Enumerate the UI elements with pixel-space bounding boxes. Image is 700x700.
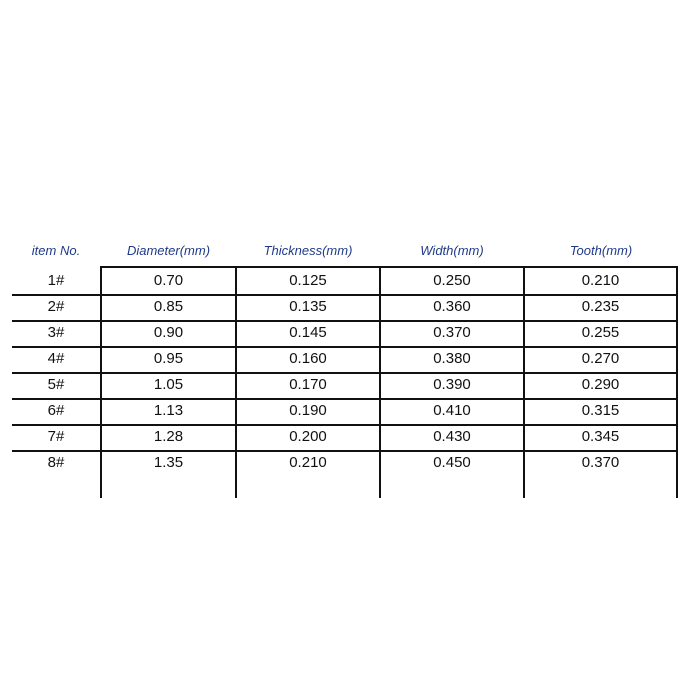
header-thickness: Thickness(mm) [263,243,353,258]
cell-tooth: 0.345 [581,428,620,445]
cell-width: 0.450 [433,454,471,471]
table-row [12,398,678,424]
cell-width: 0.390 [433,376,471,393]
cell-item-no: 8# [47,454,65,471]
cell-tooth: 0.370 [581,454,620,471]
cell-thickness: 0.200 [289,428,327,445]
cell-tooth: 0.235 [581,298,620,315]
cell-item-no: 5# [47,376,65,393]
cell-diameter: 1.35 [153,454,184,471]
cell-item-no: 2# [47,298,65,315]
spec-table [12,238,678,471]
cell-diameter: 0.95 [153,350,184,367]
cell-width: 0.380 [433,350,471,367]
cell-item-no: 7# [47,428,65,445]
table-header [12,238,678,266]
cell-thickness: 0.145 [289,324,327,341]
cell-thickness: 0.210 [289,454,327,471]
table-row [12,320,678,346]
cell-diameter: 0.90 [153,324,184,341]
table-row [12,450,678,476]
table-row [12,372,678,398]
table-row [12,346,678,372]
cell-diameter: 1.05 [153,376,184,393]
cell-diameter: 1.13 [153,402,184,419]
cell-diameter: 0.70 [153,272,184,289]
cell-width: 0.430 [433,428,471,445]
cell-diameter: 1.28 [153,428,184,445]
header-diameter: Diameter(mm) [126,243,211,258]
cell-thickness: 0.160 [289,350,327,367]
cell-width: 0.360 [433,298,471,315]
cell-width: 0.250 [433,272,471,289]
cell-tooth: 0.210 [581,272,620,289]
table-row [12,294,678,320]
table-row [12,268,678,294]
header-item-no: item No. [31,243,81,258]
cell-diameter: 0.85 [153,298,184,315]
cell-thickness: 0.170 [289,376,327,393]
cell-tooth: 0.290 [581,376,620,393]
table-row [12,424,678,450]
header-width: Width(mm) [420,243,484,258]
cell-item-no: 3# [47,324,65,341]
cell-item-no: 1# [47,272,65,289]
cell-thickness: 0.135 [289,298,327,315]
cell-width: 0.370 [433,324,471,341]
cell-width: 0.410 [433,402,471,419]
cell-item-no: 6# [47,402,65,419]
cell-thickness: 0.190 [289,402,327,419]
cell-tooth: 0.270 [581,350,620,367]
header-tooth: Tooth(mm) [569,243,633,258]
cell-item-no: 4# [47,350,65,367]
cell-thickness: 0.125 [289,272,327,289]
cell-tooth: 0.255 [581,324,620,341]
cell-tooth: 0.315 [581,402,620,419]
table-body [12,266,678,498]
